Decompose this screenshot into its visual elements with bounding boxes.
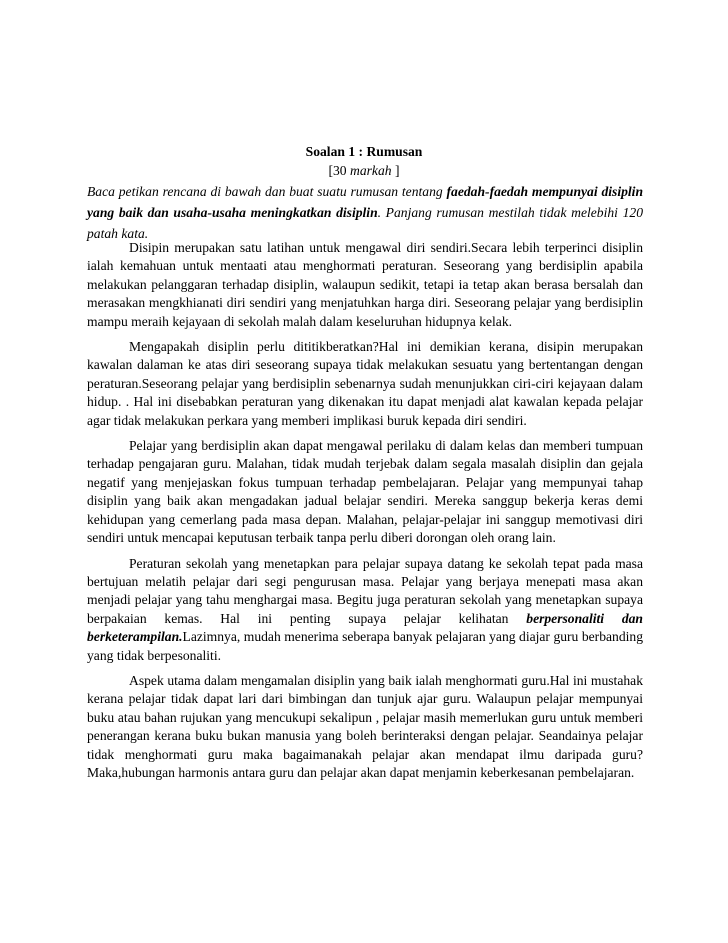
instruction-text (87, 181, 643, 244)
instruction-bold: faedah-faedah mempunyai disiplin yang baik dan usaha-usaha meningkatkan disiplin (87, 184, 644, 220)
marks-close: ] (391, 163, 400, 178)
paragraph-1: Disipin merupakan satu latihan untuk mengawal diri sendiri.Secara lebih terperinci disiplin ialah kemahuan untuk mentaati atau menghormati peraturan. Seseorang yang berdisiplin apabila melakukan pelanggaran terhadap disiplin, walaupun sedikit, tetapi ia tetap akan berasa bersalah dan merasakan mengkhianati diri sendiri yang menjatuhkan harga diri. Seseorang pelajar yang berdisiplin mampu meraih kejayaan di sekolah malah dalam keseluruhan hidupnya kelak. (87, 240, 643, 329)
paragraph-2: Mengapakah disiplin perlu dititikberatkan?Hal ini demikian kerana, disipin merupakan kawalan dalaman ke atas diri seseorang supaya tidak melakukan sesuatu yang bertentangan dengan peraturan.Seseorang pelajar yang berdisiplin sebenarnya sudah menunjukkan ciri-ciri kejayaan dalam hidup. . Hal ini disebabkan peraturan yang dikenakan itu dapat menjadi alat kawalan kepada pelajar agar tidak melakukan perkara yang memberi implikasi buruk kepada diri sendiri. (87, 339, 643, 428)
article-body (87, 239, 643, 789)
marks-word: markah (350, 163, 392, 178)
paragraph-4 (87, 555, 643, 665)
marks-label (0, 163, 728, 179)
instruction-part2: . Panjang rumusan mestilah tidak melebihi 120 patah kata. (87, 205, 643, 241)
paragraph-4-part1: Peraturan sekolah yang menetapkan para pelajar supaya datang ke sekolah tepat pada masa bertujuan melatih pelajar dari segi pengurusan masa. Pelajar yang berjaya menepati masa akan menjadi pelajar yang tahu menghargai masa. Begitu juga peraturan sekolah yang menetapkan supaya berpakaian kemas. Hal ini penting supaya pelajar kelihatan (87, 555, 643, 626)
page-title: Soalan 1 : Rumusan (305, 144, 423, 159)
paragraph-4-part2: Lazimnya, mudah menerima seberapa banyak pelajaran yang diajar guru berbanding yang tidak berpesonaliti. (87, 629, 643, 663)
paragraph-3: Pelajar yang berdisiplin akan dapat mengawal perilaku di dalam kelas dan memberi tumpuan terhadap pengajaran guru. Malahan, tidak mudah terjebak dalam segala masalah disiplin dan gejala negatif yang menjejaskan fokus tumpuan terhadap pembelajaran. Pelajar yang mempunyai tahap disiplin yang baik akan mengadakan jadual belajar sendiri. Mereka sanggup bekerja keras demi kehidupan yang cemerlang pada masa depan. Malahan, pelajar-pelajar ini sanggup memotivasi diri sendiri untuk mencapai keputusan terbaik tanpa perlu diberi dorongan oleh orang lain. (87, 438, 643, 546)
paragraph-4-bold: berpersonaliti dan berketerampilan. (87, 610, 643, 645)
instruction-part1: Baca petikan rencana di bawah dan buat suatu rumusan tentang (87, 184, 447, 199)
marks-open: [30 (328, 163, 351, 178)
paragraph-5: Aspek utama dalam mengamalan disiplin yang baik ialah menghormati guru.Hal ini mustahak kerana pelajar tidak dapat lari dari bimbingan dan tunjuk ajar guru. Walaupun pelajar mempunyai buku atau bahan rujukan yang mencukupi sekalipun , pelajar masih memerlukan guru untuk memberi penerangan kerana buku bukan manusia yang boleh berinteraksi dengan pelajar. Seandainya pelajar tidak menghormati guru maka bagaimanakah pelajar akan mendapat ilmu daripada guru? Maka,hubungan harmonis antara guru dan pelajar akan dapat menjamin keberkesanan pembelajaran. (87, 672, 643, 780)
